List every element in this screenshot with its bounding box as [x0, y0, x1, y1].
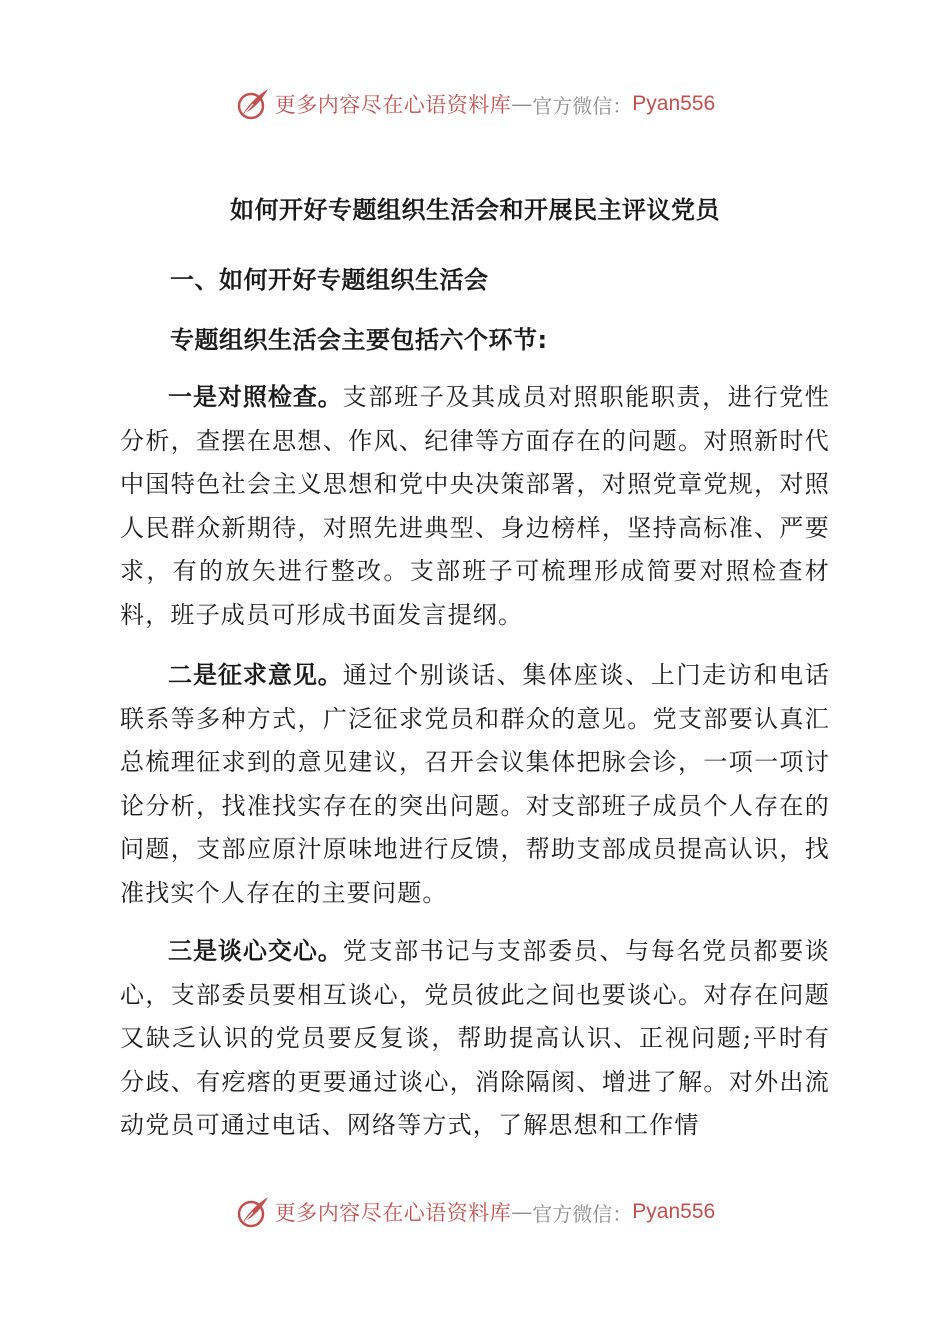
paragraph [120, 654, 830, 916]
paragraph-text: 党支部书记与支部委员、与每名党员都要谈心，支部委员要相互谈心，党员彼此之间也要谈心。对存在问题又缺乏认识的党员要反复谈，帮助提高认识、正视问题;平时有分歧、有疙瘩的更要通过谈心，消除隔阂、增进了解。对外出流动党员可通过电话、网络等方式，了解思想和工作情 [120, 937, 830, 1140]
watermark-banner-top [0, 80, 950, 128]
watermark-wechat-id: Pyan556 [632, 1200, 716, 1223]
paragraph [120, 376, 830, 638]
paragraph-text: 通过个别谈话、集体座谈、上门走访和电话联系等多种方式，广泛征求党员和群众的意见。党支部要认真汇总梳理征求到的意见建议，召开会议集体把脉会诊，一项一项讨论分析，找准找实存在的突出问题。对支部班子成员个人存在的问题，支部应原汁原味地进行反馈，帮助支部成员提高认识，找准找实个人存在的主要问题。 [120, 661, 830, 907]
watermark-wechat-label: 官方微信： [532, 1201, 633, 1226]
watermark-wechat-label: 官方微信： [532, 93, 633, 118]
paragraph [120, 930, 830, 1148]
watermark-wechat-id: Pyan556 [632, 92, 716, 115]
watermark-dash: — [511, 92, 533, 116]
watermark-banner-bottom [0, 1188, 950, 1236]
paragraph-lead: 三是谈心交心。 [168, 937, 343, 965]
paragraph-lead: 二是征求意见。 [168, 661, 343, 689]
quill-logo-icon [235, 1194, 271, 1230]
watermark-brand: 更多内容尽在心语资料库 [274, 93, 512, 117]
paragraph-text: 支部班子及其成员对照职能职责，进行党性分析，查摆在思想、作风、纪律等方面存在的问题。对照新时代中国特色社会主义思想和党中央决策部署，对照党章党规，对照人民群众新期待，对照先进典型、身边榜样，坚持高标准、严要求，有的放矢进行整改。支部班子可梳理形成简要对照检查材料，班子成员可形成书面发言提纲。 [120, 383, 830, 629]
document-title: 如何开好专题组织生活会和开展民主评议党员 [230, 196, 720, 224]
watermark-brand: 更多内容尽在心语资料库 [274, 1201, 512, 1225]
watermark-dash: — [511, 1200, 533, 1224]
section-intro: 专题组织生活会主要包括六个环节: [170, 326, 548, 354]
section-heading: 一、如何开好专题组织生活会 [170, 266, 489, 294]
quill-logo-icon [235, 86, 271, 122]
paragraph-lead: 一是对照检查。 [168, 383, 343, 411]
